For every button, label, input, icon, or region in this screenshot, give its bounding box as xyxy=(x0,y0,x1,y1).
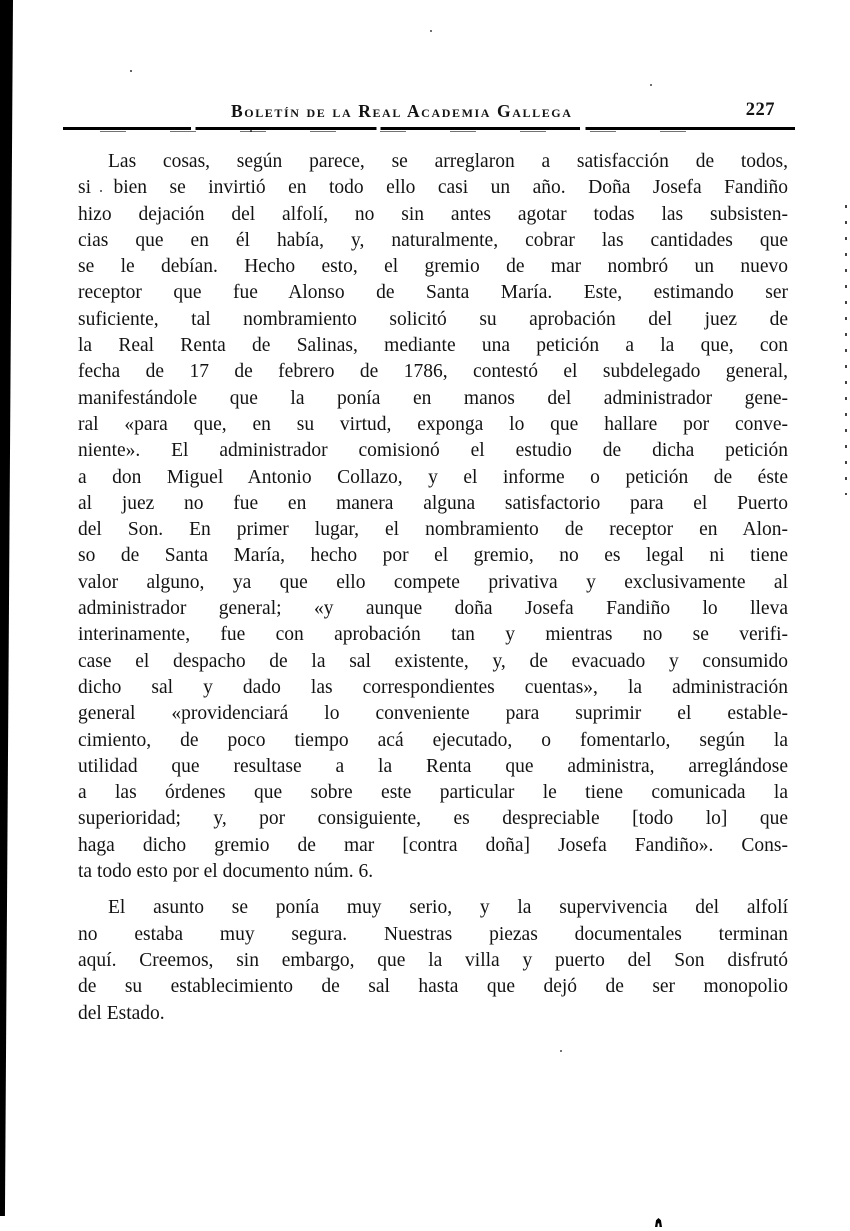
page-body xyxy=(78,149,788,1027)
text-line: interinamente, fue con aprobación tan y mientras no se verifi- xyxy=(78,624,788,646)
text-line: hizo dejación del alfolí, no sin antes agotar todas las subsisten- xyxy=(78,203,788,225)
scan-speck-artifact xyxy=(130,70,132,72)
text-line: El asunto se ponía muy serio, y la supervivencia del alfolí xyxy=(108,897,788,919)
text-line: niente». El administrador comisionó el estudio de dicha petición xyxy=(78,440,788,462)
text-line: cimiento, de poco tiempo acá ejecutado, o fomentarlo, según la xyxy=(78,729,788,751)
text-line: si bien se invirtió en todo ello casi un año. Doña Josefa Fandiño xyxy=(78,177,788,199)
scan-edge-artifact xyxy=(0,0,13,1216)
text-line: ta todo esto por el documento núm. 6. xyxy=(78,861,374,883)
text-line: fecha de 17 de febrero de 1786, contestó el subdelegado general, xyxy=(78,361,788,383)
text-line: al juez no fue en manera alguna satisfactorio para el Puerto xyxy=(78,492,788,514)
text-line: suficiente, tal nombramiento solicitó su aprobación del juez de xyxy=(78,308,788,330)
text-line: de su establecimiento de sal hasta que dejó de ser monopolio xyxy=(78,976,788,998)
text-line: Las cosas, según parece, se arreglaron a satisfacción de todos, xyxy=(108,151,788,172)
ink-smudge-artifact xyxy=(655,1218,662,1227)
text-line: case el despacho de la sal existente, y, de evacuado y consumido xyxy=(78,650,788,672)
text-line: dicho sal y dado las correspondientes cuentas», la administración xyxy=(78,676,788,698)
text-line: manifestándole que la ponía en manos del administrador gene- xyxy=(78,387,788,409)
text-line: a don Miguel Antonio Collazo, y el informe o petición de éste xyxy=(78,466,788,488)
text-line: superioridad; y, por consiguiente, es despreciable [todo lo] que xyxy=(78,808,788,830)
header-rule-shadow xyxy=(100,131,720,132)
text-line: no estaba muy segura. Nuestras piezas documentales terminan xyxy=(78,923,788,945)
paragraph xyxy=(78,149,788,885)
header-rule xyxy=(63,127,795,130)
text-line: administrador general; «y aunque doña Josefa Fandiño lo lleva xyxy=(78,598,788,620)
text-line: la Real Renta de Salinas, mediante una petición a la que, con xyxy=(78,335,788,357)
paragraph xyxy=(78,895,788,1026)
journal-title: Boletín de la Real Academia Gallega xyxy=(231,101,573,121)
text-line: valor alguno, ya que ello compete privativa y exclusivamente al xyxy=(78,571,788,593)
text-line: del Estado. xyxy=(78,1002,165,1024)
page-header xyxy=(65,101,795,125)
text-line: so de Santa María, hecho por el gremio, no es legal ni tiene xyxy=(78,545,788,567)
text-line: general «providenciará lo conveniente para suprimir el estable- xyxy=(78,703,788,725)
text-line: del Son. En primer lugar, el nombramiento de receptor en Alon- xyxy=(78,519,788,541)
text-line: se le debían. Hecho esto, el gremio de mar nombró un nuevo xyxy=(78,256,788,278)
scan-dots-artifact xyxy=(845,205,847,495)
text-line: a las órdenes que sobre este particular le tiene comunicada la xyxy=(78,782,788,804)
text-line: receptor que fue Alonso de Santa María. Este, estimando ser xyxy=(78,282,788,304)
text-line: ral «para que, en su virtud, exponga lo que hallare por conve- xyxy=(78,413,788,435)
text-line: utilidad que resultase a la Renta que administra, arreglándose xyxy=(78,755,788,777)
page-number: 227 xyxy=(745,100,775,120)
text-line: haga dicho gremio de mar [contra doña] Josefa Fandiño». Cons- xyxy=(78,834,788,856)
text-line: cias que en él había, y, naturalmente, cobrar las cantidades que xyxy=(78,229,788,251)
text-line: aquí. Creemos, sin embargo, que la villa y puerto del Son disfrutó xyxy=(78,949,788,971)
